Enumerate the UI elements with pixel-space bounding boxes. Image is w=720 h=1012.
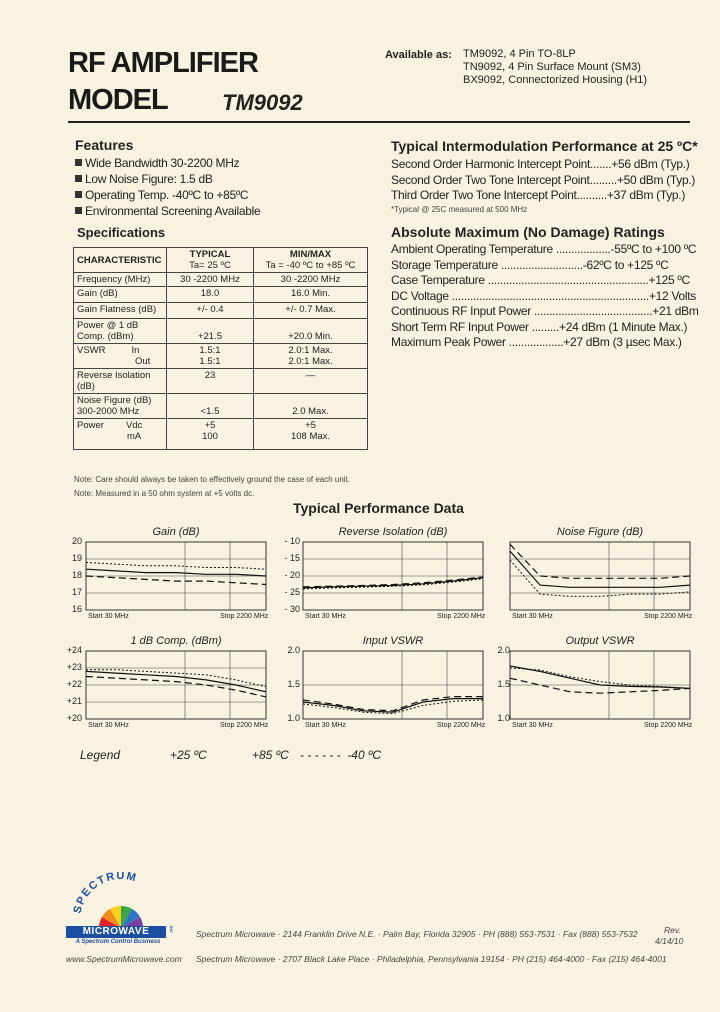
- footer-rev: Rev.: [664, 925, 681, 935]
- company-logo: [66, 872, 176, 952]
- availability-label: Available as:: [385, 49, 452, 61]
- y-tick-label: - 25: [284, 587, 300, 597]
- absmax-row: DC Voltage .................................................................+12 Volts: [391, 288, 696, 303]
- absmax-row: Storage Temperature ...........................-62ºC to +125 ºC: [391, 257, 669, 272]
- x-start-label: Start 30 MHz: [512, 722, 553, 729]
- y-tick-label: 18: [71, 570, 82, 580]
- y-tick-label: 2.0: [497, 645, 510, 655]
- absmax-row: Short Term RF Input Power .........+24 dBm (1 Minute Max.): [391, 319, 688, 334]
- logo-name: MICROWAVE: [66, 926, 166, 938]
- y-tick-label: 20: [71, 536, 82, 546]
- chart-title: Output VSWR: [565, 635, 635, 647]
- x-start-label: Start 30 MHz: [512, 613, 553, 620]
- availability-list: [463, 48, 647, 87]
- spec-header-row: [74, 248, 368, 273]
- x-stop-label: Stop 2200 MHz: [437, 613, 486, 620]
- model-number: TM9092: [222, 90, 303, 115]
- chart-title: Input VSWR: [362, 635, 424, 647]
- series-25c: [510, 551, 690, 587]
- spec-note-2: Note: Measured in a 50 ohm system at +5 volts dc.: [74, 489, 255, 498]
- x-start-label: Start 30 MHz: [305, 613, 346, 620]
- chart-plot: [303, 542, 483, 610]
- logo-tagline: A Spectrum Control Business: [75, 939, 161, 945]
- absmax-row: Maximum Peak Power ..................+27 dBm (3 µsec Max.): [391, 335, 682, 349]
- x-start-label: Start 30 MHz: [88, 613, 129, 620]
- table-row: Power Vdc mA +5 100 +5 108 Max.: [74, 419, 368, 450]
- footer-date: 4/14/10: [655, 936, 684, 946]
- series-25c: [86, 569, 266, 576]
- y-tick-label: +22: [66, 679, 82, 689]
- x-stop-label: Stop 2200 MHz: [437, 722, 486, 729]
- spec-table: [73, 247, 368, 450]
- y-tick-label: 16: [71, 604, 82, 614]
- series-m40c: [303, 700, 483, 714]
- chart-plot: [86, 651, 266, 719]
- footer-address-2: Spectrum Microwave · 2707 Black Lake Place · Philadelphia, Pennsylvania 19154 · PH (215) 464-4000 · Fax (215) 464-4001: [196, 954, 667, 964]
- y-tick-label: - 10: [284, 536, 300, 546]
- table-row: Power @ 1 dB Comp. (dBm) +21.5 +20.0 Min.: [74, 319, 368, 344]
- chart-title: Noise Figure (dB): [556, 526, 644, 538]
- series-85c: [510, 544, 690, 578]
- series-85c: [510, 678, 690, 693]
- header-minmax: MIN/MAX Ta = -40 ºC to +85 ºC: [254, 248, 368, 273]
- bullet-icon: [75, 191, 82, 198]
- feature-item: Environmental Screening Available: [75, 203, 260, 219]
- header-rule: [68, 121, 690, 123]
- chart-title: Gain (dB): [152, 526, 200, 538]
- legend-25c: +25 ºC: [170, 748, 207, 762]
- intermod-row: Second Order Harmonic Intercept Point.......+56 dBm (Typ.): [391, 157, 690, 171]
- y-tick-label: 1.5: [497, 679, 510, 689]
- features-list: [75, 155, 260, 219]
- series-85c: [86, 677, 266, 697]
- bullet-icon: [75, 159, 82, 166]
- logo-inc: INC: [169, 926, 174, 933]
- spec-note-1: Note: Care should always be taken to effectively ground the case of each unit.: [74, 475, 351, 484]
- series-85c: [86, 576, 266, 585]
- legend-m40c: - - - - - - -40 ºC: [300, 748, 382, 762]
- x-stop-label: Stop 2200 MHz: [220, 722, 269, 729]
- specs-title: Specifications: [77, 225, 166, 240]
- chart-plot: [86, 542, 266, 610]
- chart-plot: [510, 542, 690, 610]
- feature-item: Low Noise Figure: 1.5 dB: [75, 171, 260, 187]
- table-row: VSWR In Out 1.5:1 1.5:1 2.0:1 Max. 2.0:1 Max.: [74, 344, 368, 369]
- absmax-row: Continuous RF Input Power .......................................+21 dBm: [391, 304, 699, 318]
- table-row: Frequency (MHz) 30 -2200 MHz 30 -2200 MHz: [74, 273, 368, 287]
- x-stop-label: Stop 2200 MHz: [220, 613, 269, 620]
- y-tick-label: +20: [66, 713, 82, 723]
- header-characteristic: CHARACTERISTIC: [74, 248, 167, 273]
- performance-title: Typical Performance Data: [293, 500, 464, 516]
- intermod-row: Third Order Two Tone Intercept Point..........+37 dBm (Typ.): [391, 188, 686, 202]
- y-tick-label: 17: [71, 587, 82, 597]
- header-typical: TYPICAL Ta= 25 ºC: [167, 248, 254, 273]
- x-start-label: Start 30 MHz: [305, 722, 346, 729]
- y-tick-label: 1.0: [287, 713, 300, 723]
- y-tick-label: 2.0: [287, 645, 300, 655]
- intermod-row: Second Order Two Tone Intercept Point.........+50 dBm (Typ.): [391, 172, 696, 187]
- x-start-label: Start 30 MHz: [88, 722, 129, 729]
- absmax-row: Ambient Operating Temperature ..................-55ºC to +100 ºC: [391, 242, 697, 256]
- x-stop-label: Stop 2200 MHz: [644, 613, 693, 620]
- chart-title: 1 dB Comp. (dBm): [130, 635, 222, 647]
- legend-label: Legend: [80, 748, 121, 762]
- table-row: Gain Flatness (dB) +/- 0.4 +/- 0.7 Max.: [74, 303, 368, 319]
- feature-item: Operating Temp. -40ºC to +85ºC: [75, 187, 260, 203]
- y-tick-label: +23: [66, 662, 82, 672]
- y-tick-label: 1.0: [497, 713, 510, 723]
- chart-title: Reverse Isolation (dB): [338, 526, 448, 538]
- availability-item: BX9092, Connectorized Housing (H1): [463, 74, 648, 86]
- table-row: Noise Figure (dB) 300-2000 MHz <1.5 2.0 Max.: [74, 394, 368, 419]
- features-title: Features: [75, 137, 134, 153]
- y-tick-label: +24: [66, 645, 82, 655]
- table-row: Gain (dB) 18.0 16.0 Min.: [74, 287, 368, 303]
- bullet-icon: [75, 207, 82, 214]
- y-tick-label: +21: [66, 696, 82, 706]
- series-m40c: [86, 562, 266, 569]
- intermod-list: [391, 157, 696, 214]
- absmax-title: Absolute Maximum (No Damage) Ratings: [391, 224, 665, 240]
- intermod-footnote: *Typical @ 25C measured at 500 MHz: [391, 204, 528, 214]
- feature-item: Wide Bandwidth 30-2200 MHz: [75, 155, 260, 171]
- y-tick-label: - 20: [284, 570, 300, 580]
- x-stop-label: Stop 2200 MHz: [644, 722, 693, 729]
- chart-plot: [303, 651, 483, 719]
- y-tick-label: - 15: [284, 553, 300, 563]
- logo-arc-text: SPECTRUM: [71, 872, 139, 915]
- title-line1: RF AMPLIFIER: [68, 47, 258, 79]
- footer-website[interactable]: www.SpectrumMicrowave.com: [66, 954, 182, 964]
- footer-address-1: Spectrum Microwave · 2144 Franklin Drive N.E. · Palm Bay, Florida 32905 · PH (888) 553-7531 · Fax (888) 553-7532: [196, 929, 638, 939]
- absmax-list: [391, 242, 699, 351]
- y-tick-label: 1.5: [287, 679, 300, 689]
- table-row: Reverse Isolation (dB) 23 —: [74, 369, 368, 394]
- intermod-title: Typical Intermodulation Performance at 25 ºC*: [391, 138, 698, 154]
- availability-item: TN9092, 4 Pin Surface Mount (SM3): [463, 61, 641, 73]
- title-line2: MODEL: [68, 84, 168, 116]
- bullet-icon: [75, 175, 82, 182]
- availability-item: TM9092, 4 Pin TO-8LP: [463, 48, 576, 60]
- chart-plot: [510, 651, 690, 719]
- y-tick-label: - 30: [284, 604, 300, 614]
- absmax-row: Case Temperature .....................................................+125 ºC: [391, 273, 690, 287]
- y-tick-label: 19: [71, 553, 82, 563]
- legend-85c: +85 ºC: [252, 748, 289, 762]
- series-25c: [303, 699, 483, 713]
